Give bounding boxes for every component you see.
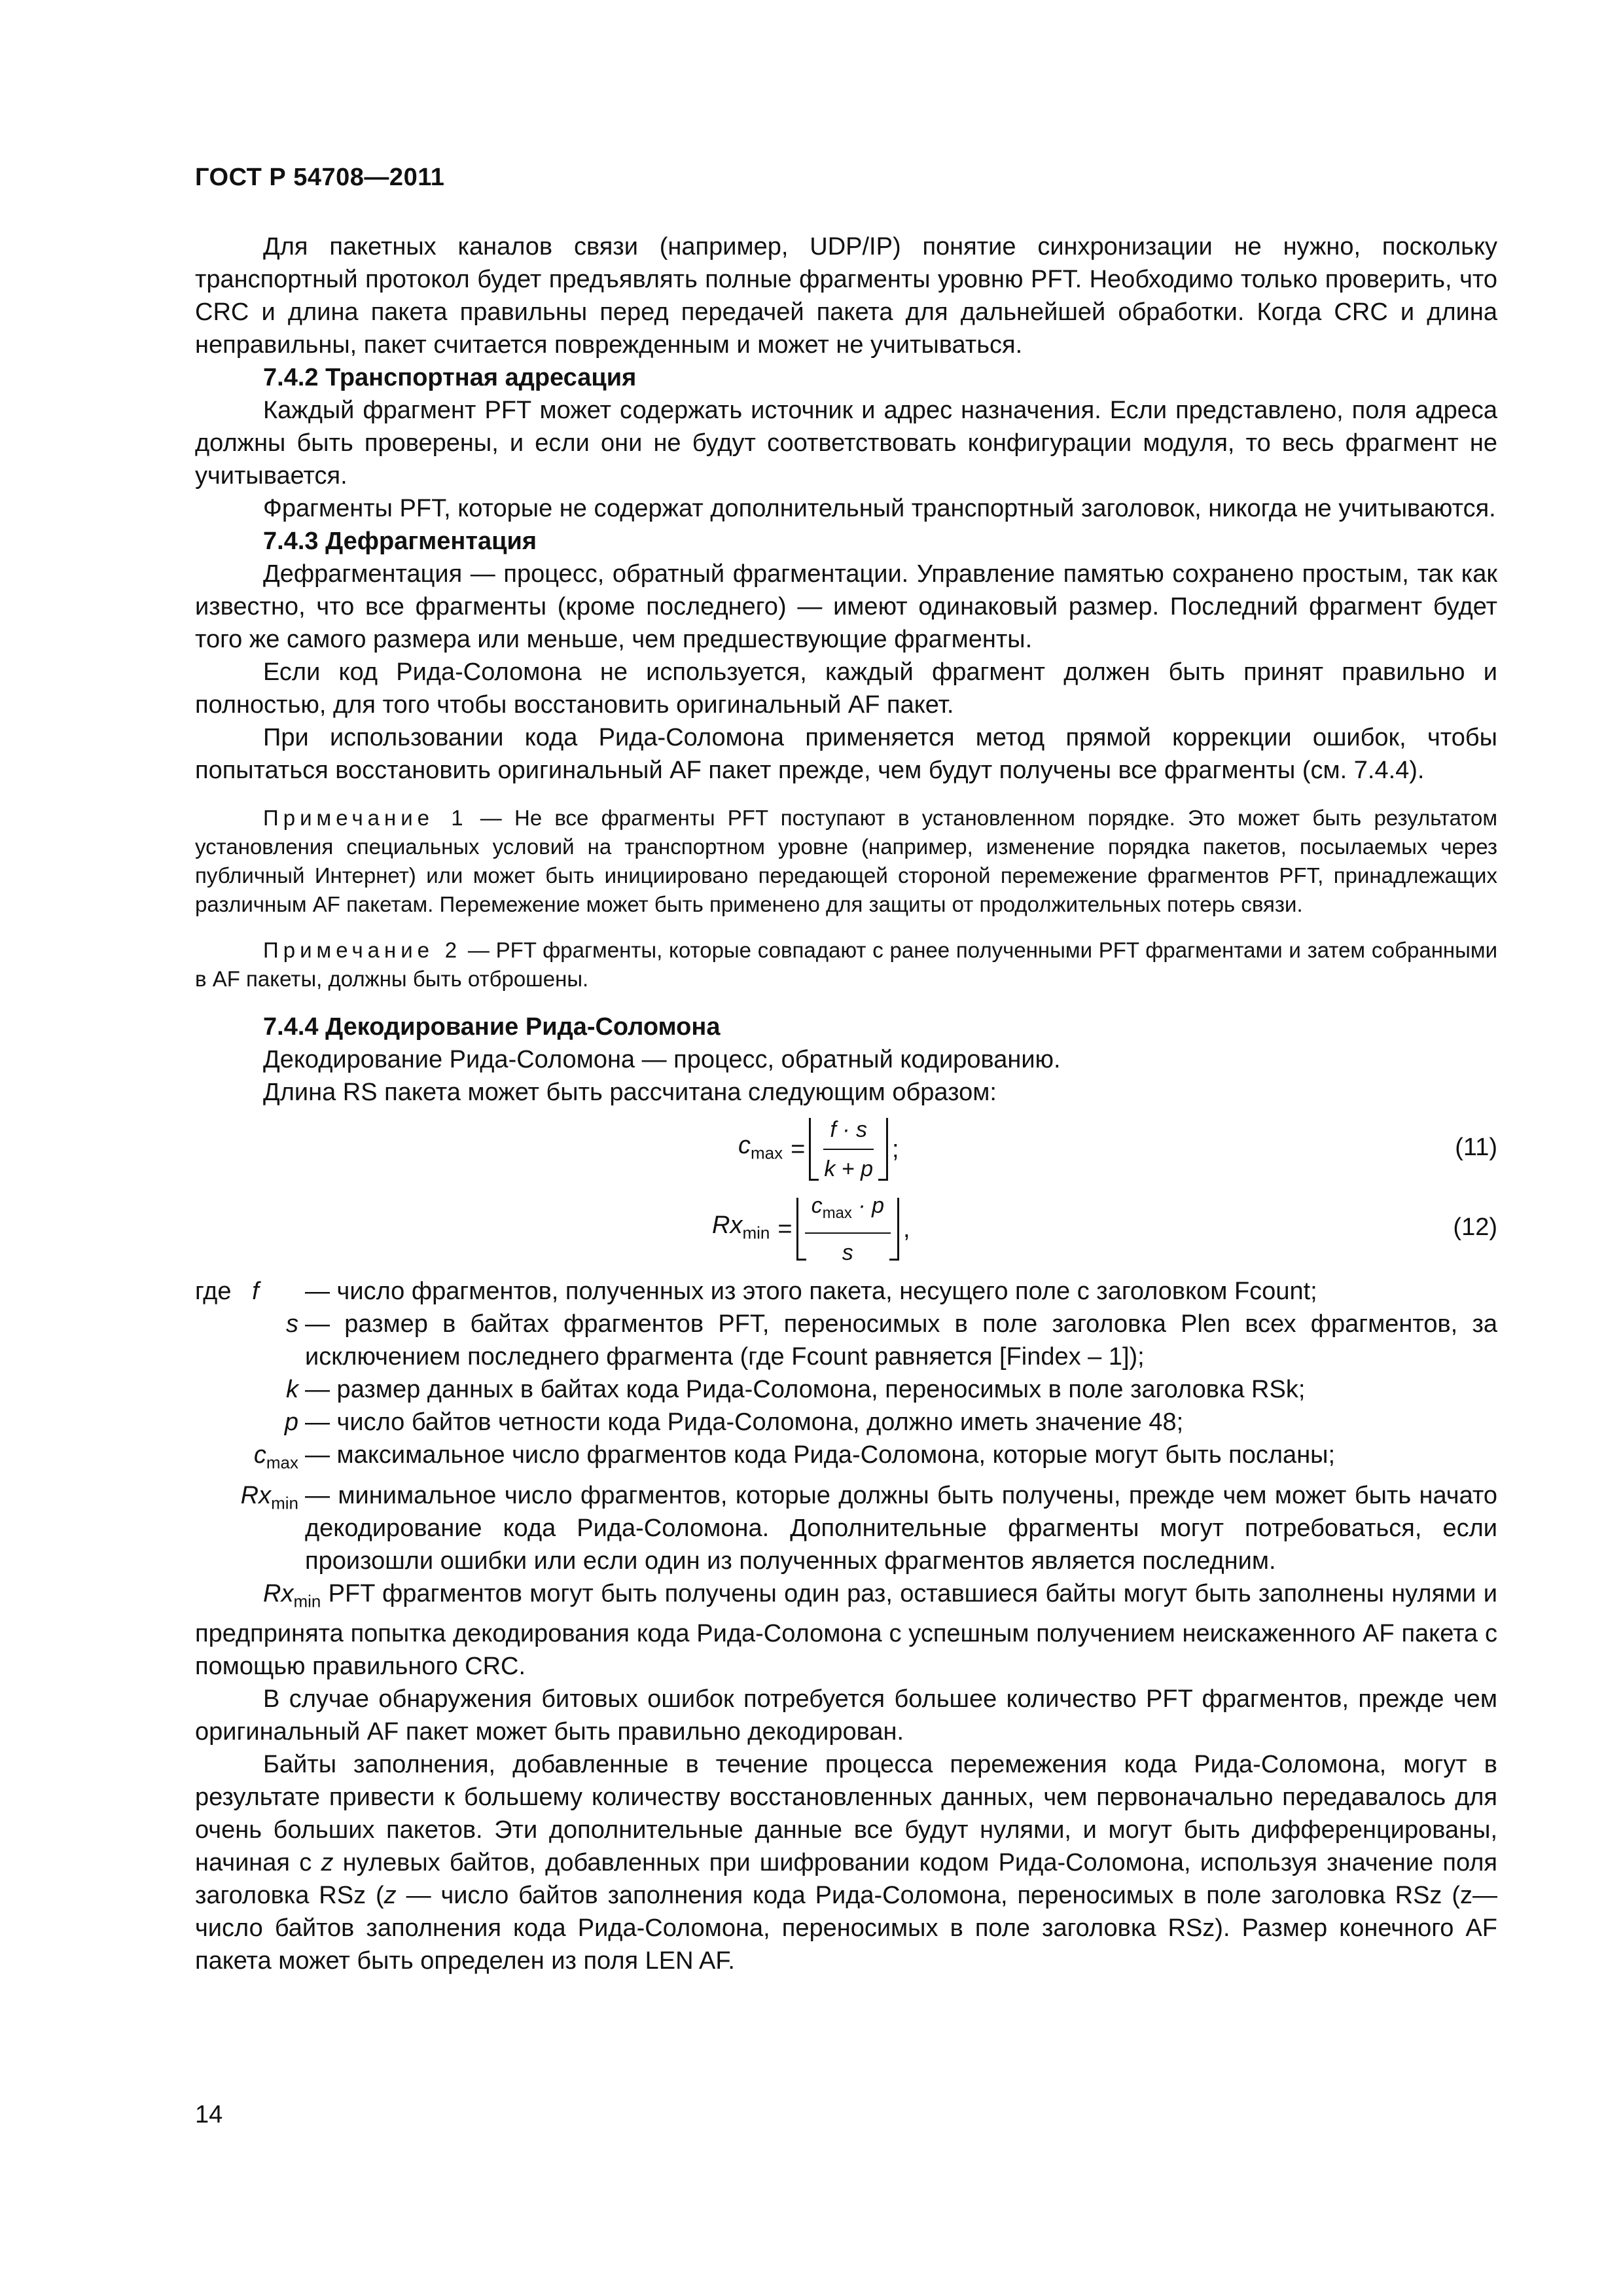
section-heading-7-4-2: 7.4.2 Транспортная адресация bbox=[263, 364, 637, 391]
notes-block bbox=[195, 804, 1497, 994]
note-label: Примечание 2 bbox=[263, 938, 462, 962]
symbol: p bbox=[284, 1408, 298, 1436]
definition-text: — размер данных в байтах кода Рида-Соломона, переносимых в поле заголовка RSk; bbox=[305, 1376, 1306, 1403]
document-header: ГОСТ Р 54708—2011 bbox=[195, 164, 445, 191]
definition-row bbox=[195, 1373, 1497, 1406]
note-1 bbox=[195, 804, 1497, 919]
paragraph: При использовании кода Рида-Соломона применяется метод прямой коррекции ошибок, чтобы попытаться восстановить оригинальный AF пакет прежде, чем будут получены все фрагменты (см. 7.4.4). bbox=[195, 724, 1497, 784]
definition-text: — максимальное число фрагментов кода Рида-Соломона, которые могут быть посланы; bbox=[305, 1441, 1336, 1469]
definition-row bbox=[195, 1479, 1497, 1577]
paragraph: $Rx_{min}$ PFT фрагментов могут быть получены один раз, оставшиеся байты могут быть заполнены нулями и предпринята попытка декодирования кода Рида-Соломона с успешным получением неискаженного AF пакета с помощью правильного CRC. bbox=[195, 1579, 1498, 1681]
note-text: — Не все фрагменты PFT поступают в установленном порядке. Это может быть результатом установления специальных условий на транспортном уровне (например, изменение порядка пакетов, посылаемых через публичный Интернет) или может быть инициировано передающей стороной перемежение фрагментов PFT, принадлежащих различным AF пакетам. Перемежение может быть применено для защиты от продолжительных потерь связи. bbox=[195, 806, 1498, 916]
symbol: $Rx_{min}$ bbox=[240, 1481, 298, 1513]
section-heading-7-4-4: 7.4.4 Декодирование Рида-Соломона bbox=[263, 1013, 721, 1041]
definition-text: — размер в байтах фрагментов PFT, переносимых в поле заголовка Plen всех фрагментов, за исключением последнего фрагмента (где Fcount равняется [Findex – 1]); bbox=[305, 1310, 1497, 1371]
note-2 bbox=[195, 936, 1497, 994]
document-body bbox=[195, 230, 1497, 1977]
symbol: s bbox=[286, 1310, 298, 1338]
formula-punct: , bbox=[903, 1215, 910, 1243]
paragraph: Декодирование Рида-Соломона — процесс, обратный кодированию. bbox=[263, 1046, 1061, 1073]
fraction bbox=[817, 1113, 880, 1185]
paragraph: Фрагменты PFT, которые не содержат дополнительный транспортный заголовок, никогда не учитываются. bbox=[263, 495, 1496, 522]
denominator: k + p bbox=[824, 1157, 873, 1181]
formula-12 bbox=[195, 1191, 1497, 1268]
equals-sign: = bbox=[777, 1215, 793, 1243]
formula-expression bbox=[712, 1193, 910, 1265]
symbol: k bbox=[286, 1376, 298, 1403]
section-heading-7-4-3: 7.4.3 Дефрагментация bbox=[263, 528, 537, 555]
definition-text: — число фрагментов, полученных из этого пакета, несущего поле с заголовком Fcount; bbox=[305, 1278, 1317, 1305]
symbol: f bbox=[252, 1278, 259, 1305]
fraction bbox=[805, 1189, 891, 1269]
floor-bracket bbox=[809, 1118, 888, 1181]
paragraph: Длина RS пакета может быть рассчитана следующим образом: bbox=[263, 1079, 997, 1106]
formula-11 bbox=[195, 1111, 1497, 1189]
definition-text: — число байтов четности кода Рида-Соломона, должно иметь значение 48; bbox=[305, 1408, 1184, 1436]
definition-row bbox=[195, 1275, 1497, 1308]
paragraph: Байты заполнения, добавленные в течение процесса перемежения кода Рида-Соломона, могут в результате привести к большему количеству восстановленных данных, чем первоначально передавалось для очень больших пакетов. Эти дополнительные данные все будут нулями, и могут быть дифференцированы, начиная с z нулевых байтов, добавленных при шифровании кодом Рида-Соломона, используя значение поля заголовка RSz (z — число байтов заполнения кода Рида-Соломона, переносимых в поле заголовка RSz (z— число байтов заполнения кода Рида-Соломона, переносимых в поле заголовка RSz). Размер конечного AF пакета может быть определен из поля LEN AF. bbox=[195, 1751, 1498, 1975]
definition-row bbox=[195, 1406, 1497, 1439]
paragraph: В случае обнаружения битовых ошибок потребуется большее количество PFT фрагментов, прежде чем оригинальный AF пакет может быть правильно декодирован. bbox=[195, 1685, 1497, 1746]
where-label: где bbox=[195, 1278, 232, 1305]
formula-number: (12) bbox=[1453, 1213, 1497, 1241]
note-text: — PFT фрагменты, которые совпадают с ранее полученными PFT фрагментами и затем собранными в AF пакеты, должны быть отброшены. bbox=[195, 938, 1498, 991]
note-label: Примечание 1 bbox=[263, 806, 468, 830]
formula-expression bbox=[738, 1117, 899, 1182]
denominator: s bbox=[842, 1240, 853, 1265]
definition-row bbox=[195, 1308, 1497, 1373]
paragraph: Дефрагментация — процесс, обратный фрагментации. Управление памятью сохранено простым, так как известно, что все фрагменты (кроме последнего) — имеют одинаковый размер. Последний фрагмент будет того же самого размера или меньше, чем предшествующие фрагменты. bbox=[195, 560, 1497, 653]
definition-row bbox=[195, 1439, 1497, 1479]
numerator: $c_{max} \cdot p$ bbox=[805, 1189, 891, 1234]
symbol: $c_{max}$ bbox=[253, 1441, 298, 1473]
equals-sign: = bbox=[791, 1136, 806, 1163]
paragraph: Для пакетных каналов связи (например, UDP/IP) понятие синхронизации не нужно, поскольку транспортный протокол будет предъявлять полные фрагменты уровню PFT. Необходимо только проверить, что CRC и длина пакета правильны перед передачей пакета для дальнейшей обработки. Когда CRC и длина неправильны, пакет считается поврежденным и может не учитываться. bbox=[195, 233, 1497, 359]
formula-lhs: $c_{max}$ bbox=[738, 1132, 783, 1163]
formula-number: (11) bbox=[1455, 1134, 1497, 1161]
floor-bracket bbox=[796, 1193, 899, 1265]
paragraph: Каждый фрагмент PFT может содержать источник и адрес назначения. Если представлено, поля адреса должны быть проверены, и если они не будут соответствовать конфигурации модуля, то весь фрагмент не учитывается. bbox=[195, 397, 1497, 490]
page-number: 14 bbox=[195, 2101, 223, 2128]
definition-text: — минимальное число фрагментов, которые должны быть получены, прежде чем может быть начато декодирование кода Рида-Соломона. Дополнительные фрагменты могут потребоваться, если произошли ошибки или если один из полученных фрагментов является последним. bbox=[305, 1481, 1497, 1575]
symbol: $Rx_{min}$ bbox=[263, 1579, 321, 1611]
paragraph: Если код Рида-Соломона не используется, каждый фрагмент должен быть принят правильно и полностью, для того чтобы восстановить оригинальный AF пакет. bbox=[195, 658, 1497, 719]
formula-punct: ; bbox=[892, 1136, 899, 1163]
formula-lhs: $Rx_{min}$ bbox=[712, 1211, 770, 1243]
variable-definitions bbox=[195, 1275, 1497, 1577]
numerator: f · s bbox=[823, 1113, 874, 1150]
